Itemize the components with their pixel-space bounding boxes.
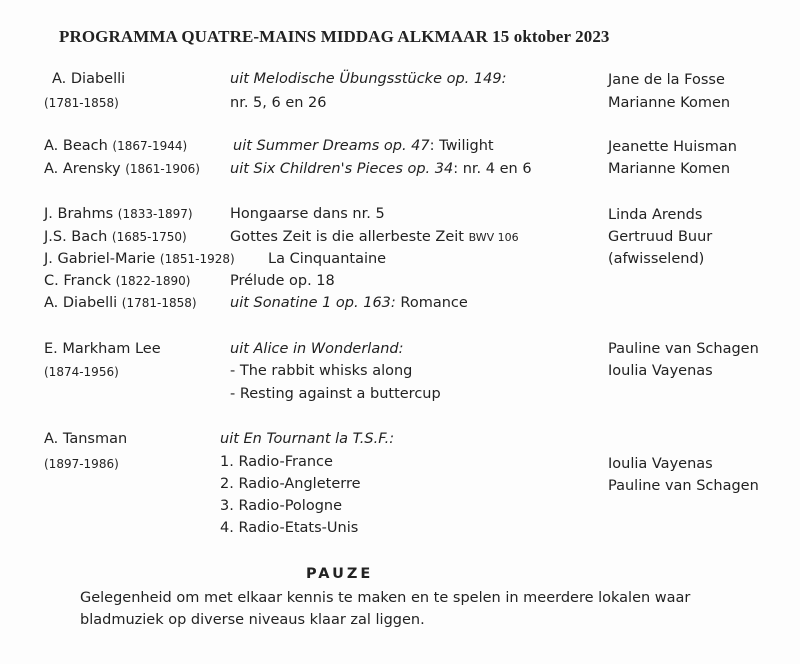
performer-name: Gertruud Buur <box>608 229 713 245</box>
performer-name: Pauline van Schagen <box>608 478 759 494</box>
work-title: La Cinquantaine <box>268 251 387 267</box>
performer-name: Pauline van Schagen <box>608 341 759 357</box>
composer-years: (1822-1890) <box>115 274 191 288</box>
composer-name: A. Diabelli <box>44 295 118 311</box>
work-line <box>230 228 519 247</box>
composer-line <box>44 205 193 223</box>
composer-line <box>44 137 187 155</box>
work-title: Gottes Zeit is die allerbeste Zeit <box>230 229 464 245</box>
pause-heading: PAUZE <box>306 566 374 582</box>
page-title: PROGRAMMA QUATRE-MAINS MIDDAG ALKMAAR 15 oktober 2023 <box>59 27 610 46</box>
composer-name: J. Brahms <box>44 206 114 222</box>
performer-name: Jane de la Fosse <box>608 72 725 88</box>
work-detail: nr. 5, 6 en 26 <box>230 95 327 111</box>
composer-name: A. Tansman <box>44 431 128 447</box>
work-title: uit Sonatine 1 op. 163: <box>230 295 396 311</box>
work-line <box>233 137 494 155</box>
composer-line <box>44 228 187 246</box>
list-item: 1. Radio-France <box>220 454 333 470</box>
list-item: - Resting against a buttercup <box>230 386 441 402</box>
composer-line <box>44 272 190 290</box>
composer-name: A. Beach <box>44 138 108 154</box>
work-title: uit Melodische Übungsstücke op. 149: <box>230 71 507 87</box>
composer-name: J. Gabriel-Marie <box>44 251 156 267</box>
performer-name: Ioulia Vayenas <box>608 456 713 472</box>
performer-name: Marianne Komen <box>608 161 731 177</box>
performer-name: Ioulia Vayenas <box>608 363 713 379</box>
composer-years: (1861-1906) <box>125 162 200 176</box>
composer-years: (1897-1986) <box>44 457 119 471</box>
work-title: uit Six Children's Pieces op. 34 <box>230 161 454 177</box>
composer-years: (1685-1750) <box>111 230 187 244</box>
catalog-number: BWV 106 <box>468 231 519 244</box>
work-title: Prélude op. 18 <box>230 273 335 289</box>
composer-line <box>44 250 235 268</box>
composer-years: (1781-1858) <box>44 96 119 110</box>
composer-name: E. Markham Lee <box>44 341 161 357</box>
composer-years: (1781-1858) <box>121 296 197 310</box>
composer-years: (1851-1928) <box>159 252 235 266</box>
composer-name: A. Diabelli <box>52 71 126 87</box>
composer-name: A. Arensky <box>44 161 121 177</box>
work-line <box>230 294 468 312</box>
work-detail: : nr. 4 en 6 <box>453 161 532 177</box>
composer-name: C. Franck <box>44 273 112 289</box>
performer-name: Marianne Komen <box>608 95 731 111</box>
list-item: 2. Radio-Angleterre <box>220 476 361 492</box>
composer-years: (1833-1897) <box>117 207 193 221</box>
list-item: 3. Radio-Pologne <box>220 498 343 514</box>
work-title: Hongaarse dans nr. 5 <box>230 206 385 222</box>
composer-years: (1874-1956) <box>44 365 119 379</box>
work-title: uit Alice in Wonderland: <box>230 341 404 357</box>
list-item: 4. Radio-Etats-Unis <box>220 520 359 536</box>
performer-name: Linda Arends <box>608 207 703 223</box>
pause-description: Gelegenheid om met elkaar kennis te maken en te spelen in meerdere lokalen waar bladmuziek op diverse niveaus klaar zal liggen. <box>80 590 691 628</box>
composer-line <box>44 294 197 312</box>
composer-name: J.S. Bach <box>44 229 108 245</box>
performer-note: (afwisselend) <box>608 251 705 267</box>
work-detail: : Twilight <box>429 138 494 154</box>
composer-line <box>44 160 200 178</box>
work-title: uit En Tournant la T.S.F.: <box>220 431 395 447</box>
composer-years: (1867-1944) <box>112 139 188 153</box>
performer-name: Jeanette Huisman <box>608 139 737 155</box>
list-item: - The rabbit whisks along <box>230 363 413 379</box>
work-detail: Romance <box>395 295 468 311</box>
work-line <box>230 160 532 178</box>
work-title: uit Summer Dreams op. 47 <box>233 138 430 154</box>
